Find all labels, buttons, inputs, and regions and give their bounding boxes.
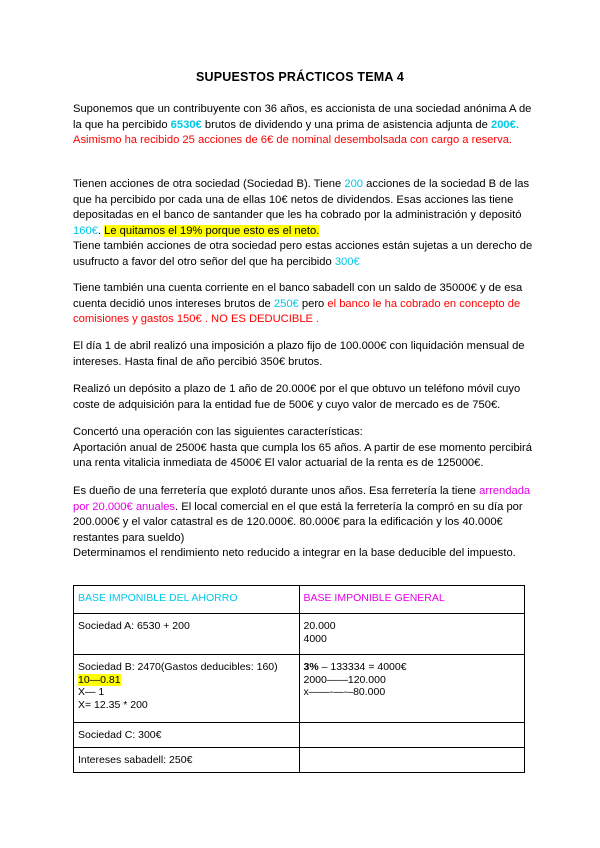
table-row	[74, 655, 525, 723]
text-segment: .	[97, 224, 105, 237]
highlight-usufructo-amount: 300€	[334, 255, 360, 268]
cell-text: Sociedad B: 2470(Gastos deducibles: 160)	[78, 661, 278, 673]
text-segment: Concertó una operación con las siguientes características:	[73, 426, 363, 438]
paragraph-sociedad-b	[73, 177, 533, 270]
highlight-deposit-amount: 160€	[73, 224, 98, 237]
highlight-prima-amount: 200€.	[490, 118, 519, 131]
cell-text: X= 12.35 * 200	[78, 698, 148, 711]
red-note-comisiones: el banco le ha cobrado en concepto de comisiones y gastos 150€ . NO ES DEDUCIBLE .	[73, 297, 521, 325]
cell-text: 2000——120.000	[303, 673, 386, 686]
paragraph-cuenta-sabadell	[73, 281, 533, 328]
cell-highlight: 10—0.81	[78, 673, 121, 686]
text-segment: Es dueño de una ferretería que explotó durante unos años. Esa ferretería la tiene	[73, 485, 480, 497]
paragraph-plazo-fijo: El día 1 de abril realizó una imposición a plazo fijo de 100.000€ con liquidación mensual de intereses. Hasta final de año percibió 350€ brutos.	[73, 340, 525, 368]
paragraph-deposito: Realizó un depósito a plazo de 1 año de 20.000€ por el que obtuvo un teléfono móvil cuyo coste de adquisición para la entidad fue de 500€ y cuyo valor de mercado es de 750€.	[73, 383, 521, 411]
text-segment: Determinamos el rendimiento neto reducido a integrar en la base deducible del impuesto.	[73, 547, 516, 559]
table-cell	[74, 655, 300, 723]
text-segment: brutos de dividendo y una prima de asistencia adjunta de	[201, 118, 491, 131]
table-cell	[299, 614, 525, 655]
text-segment: Tiene también una cuenta corriente en el banco sabadell con un saldo de 35000€ y de esa cuenta decidió unos intereses brutos de	[73, 282, 523, 310]
text-segment: . El local comercial en el que está la ferretería la compró en su día por 200.000€ y el valor catastral es de 120.000€. 80.000€ para la edificación y los 40.000€ restantes para sueldo)	[73, 500, 523, 544]
text-segment: acciones de la sociedad B de las que ha percibido por cada una de ellas 10€ netos de dividendos. Esas acciones las tiene depositadas en el banco de santander que les ha cobrado por la administración y depositó	[73, 178, 530, 221]
cell-text: x——-—-–80.000	[303, 686, 386, 698]
paragraph-sociedad-a	[73, 102, 533, 149]
highlight-acciones-count: 200	[344, 178, 364, 190]
text-segment: Tienen acciones de otra sociedad (Sociedad B). Tiene	[73, 178, 345, 190]
cell-text: X— 1	[78, 686, 105, 698]
text-segment: Suponemos que un contribuyente con 36 años, es accionista de una sociedad anónima A de la que ha percibido	[73, 103, 532, 131]
cell-text: 20.000	[303, 620, 336, 632]
highlight-note-19: Le quitamos el 19% porque esto es el neto.	[104, 224, 320, 237]
cell-text: – 133334 = 4000€	[318, 661, 407, 673]
highlight-dividend-amount: 6530€	[170, 118, 202, 131]
table-cell	[299, 655, 525, 723]
highlight-arrendada: arrendada por 20.000€ anuales	[73, 485, 531, 513]
table-row	[74, 614, 525, 655]
highlight-interest-amount: 250€	[273, 297, 299, 310]
header-base-ahorro: BASE IMPONIBLE DEL AHORRO	[74, 586, 300, 614]
bases-table	[73, 585, 525, 773]
table-cell: Sociedad C: 300€	[74, 723, 300, 748]
table-row	[74, 748, 525, 773]
table-cell	[74, 614, 300, 655]
document-title: SUPUESTOS PRÁCTICOS TEMA 4	[195, 70, 404, 84]
table-cell	[299, 723, 525, 748]
text-segment: Aportación anual de 2500€ hasta que cumpla los 65 años. A partir de ese momento percibirá una renta vitalicia inmediata de 4500€ El valor actuarial de la renta es de 125000€.	[73, 441, 532, 469]
paragraph-ferreteria	[73, 484, 533, 562]
cell-bold: 3%	[303, 661, 319, 673]
text-segment: pero	[298, 297, 328, 310]
header-base-general: BASE IMPONIBLE GENERAL	[299, 586, 525, 614]
table-cell	[299, 748, 525, 773]
cell-text: Sociedad A: 6530 + 200	[78, 620, 190, 632]
cell-text: 4000	[303, 632, 327, 645]
table-cell: Intereses sabadell: 250€	[74, 748, 300, 773]
text-segment: Tiene también acciones de otra sociedad pero estas acciones están sujetas a un derecho de usufructo a favor del otro señor del que ha percibido	[73, 240, 533, 268]
table-header-row	[74, 586, 525, 614]
table-row	[74, 723, 525, 748]
red-note-acciones: Asimismo ha recibido 25 acciones de 6€ de nominal desembolsada con cargo a reserva.	[73, 134, 513, 146]
paragraph-operacion	[73, 425, 533, 472]
